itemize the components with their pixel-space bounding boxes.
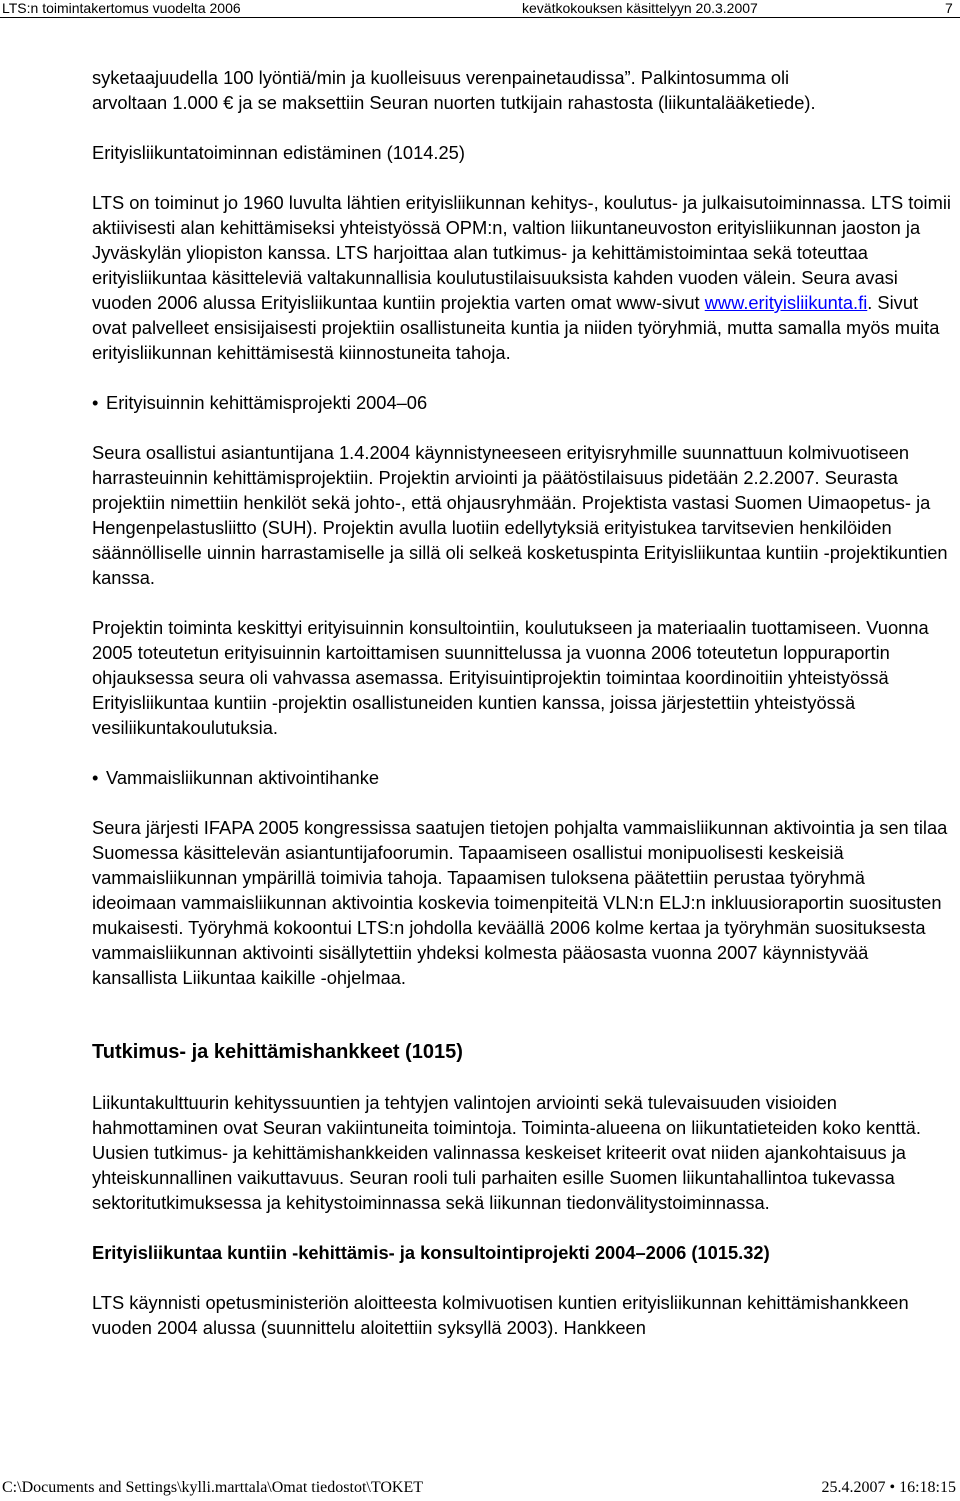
document-body <box>92 65 954 1340</box>
bullet-item-label: Vammaisliikunnan aktivointihanke <box>106 767 380 788</box>
paragraph-2 <box>92 190 954 365</box>
page-header <box>0 0 960 16</box>
bullet-item-vammaisliikunta <box>92 765 954 790</box>
section-heading-erityisliikunta: Erityisliikuntatoiminnan edistäminen (1014.25) <box>92 142 465 163</box>
paragraph-2-text-end: . Sivut ovat palvelleet ensisijaisesti projektiin osallistuneita kuntia ja niiden työryhmiä, mutta samalla myös muita erityisliikunnan kehittämisestä kiinnostuneita tahoja. <box>92 292 940 363</box>
bullet-item-label: Erityisuinnin kehittämisprojekti 2004–06 <box>106 392 428 413</box>
bullet-icon: • <box>92 392 99 413</box>
paragraph-7: LTS käynnisti opetusministeriön aloitteesta kolmivuotisen kuntien erityisliikunnan kehittämishankkeen vuoden 2004 alussa (suunnittelu aloitettiin syksyllä 2003). Hankkeen <box>92 1292 909 1338</box>
section-heading-tutkimus: Tutkimus- ja kehittämishankkeet (1015) <box>92 1041 463 1063</box>
print-timestamp: 25.4.2007 • 16:18:15 <box>821 1479 956 1496</box>
meeting-note: kevätkokouksen käsittelyyn 20.3.2007 <box>522 0 758 16</box>
section-heading-erityisliikuntaa-kuntiin: Erityisliikuntaa kuntiin -kehittämis- ja konsultointiprojekti 2004–2006 (1015.32) <box>92 1242 770 1263</box>
bullet-icon: • <box>92 767 99 788</box>
paragraph-5: Seura järjesti IFAPA 2005 kongressissa saatujen tietojen pohjalta vammaisliikunnan aktivointia ja sen tilaa Suomessa käsittelevän asiantuntijafoorumin. Tapaamiseen osallistui monipuolisesti keskeisiä vammaisliikunnan ympärillä toimivia tahoja. Tapaamisen tuloksena päätettiin perustaa työryhmä ideoimaan vammaisliikunnan aktivointia koskevia toimenpiteitä VLN:n ELJ:n inkluusioraportin suositusten mukaisesti. Työryhmä kokoontui LTS:n johdolla keväällä 2006 kolme kertaa ja työryhmän suosituksesta vammaisliikunnan aktivointi sisällytettiin yhdeksi kolmesta pääosasta vuonna 2007 käynnistyvää kansallista Liikuntaa kaikille -ohjelmaa. <box>92 817 948 988</box>
print-time: 16:18:15 <box>899 1479 956 1496</box>
paragraph-4: Projektin toiminta keskittyi erityisuinnin konsultointiin, koulutukseen ja materiaalin tuottamiseen. Vuonna 2005 toteutetun erityisuinnin kartoittamisen suunnittelussa ja vuonna 2006 toteutetun loppuraportin ohjauksessa seura oli vahvassa asemassa. Erityisuintiprojektin toimintaa koordinoitiin yhteistyössä Erityisliikuntaa kuntiin -projektin osallistuneiden kuntien kanssa, joissa järjestettiin yhteistyössä vesiliikuntakoulutuksia. <box>92 617 929 738</box>
paragraph-1-line-2: arvoltaan 1.000 € ja se maksettiin Seuran nuorten tutkijain rahastosta (liikuntalääketiede). <box>92 92 816 113</box>
bullet-item-erityisuinti <box>92 390 954 415</box>
page-number: 7 <box>945 0 953 16</box>
page-footer <box>0 1478 960 1498</box>
header-rule <box>0 17 960 18</box>
file-path: C:\Documents and Settings\kylli.marttala\Omat tiedostot\TOKET <box>2 1479 423 1496</box>
paragraph-1 <box>92 65 954 115</box>
print-date: 25.4.2007 <box>821 1479 886 1496</box>
erityisliikunta-link[interactable]: www.erityisliikunta.fi <box>704 292 868 313</box>
paragraph-1-line-1: syketaajuudella 100 lyöntiä/min ja kuolleisuus verenpainetaudissa”. Palkintosumma oli <box>92 67 790 88</box>
document-title: LTS:n toimintakertomus vuodelta 2006 <box>2 0 241 16</box>
paragraph-6: Liikuntakulttuurin kehityssuuntien ja tehtyjen valintojen arviointi sekä tulevaisuuden visioiden hahmottaminen ovat Seuran vakiintuneita toimintoja. Toiminta-alueena on liikuntatieteiden koko kenttä. Uusien tutkimus- ja kehittämishankkeiden valinnassa keskeiset kriteerit ovat niiden ajankohtaisuus ja yhteiskunnallinen vaikuttavuus. Seuran rooli tuli parhaiten esille Suomen liikuntahallintoa tukevassa sektoritutkimuksessa ja kehitystoiminnassa sekä liikunnan tiedonvälitystoiminnassa. <box>92 1092 921 1213</box>
paragraph-3: Seura osallistui asiantuntijana 1.4.2004 käynnistyneeseen erityisryhmille suunnattuun kolmivuotiseen harrasteuinnin kehittämisprojektiin. Projektin arviointi ja päätöstilaisuus pidetään 2.2.2007. Seurasta projektiin nimettiin henkilöt sekä johto-, että ohjausryhmään. Projektista vastasi Suomen Uimaopetus- ja Hengenpelastusliitto (SUH). Projektin avulla luotiin edellytyksiä erityistukea tarvitsevien henkilöiden säännölliselle uinnin harrastamiselle ja sillä oli selkeä kosketuspinta Erityisliikuntaa kuntiin -projektikuntien kanssa. <box>92 442 948 588</box>
paragraph-2-text: LTS on toiminut jo 1960 luvulta lähtien erityisliikunnan kehitys-, koulutus- ja julkaisutoiminnassa. LTS toimii aktiivisesti alan kehittämiseksi yhteistyössä OPM:n, valtion liikuntaneuvoston erityisliikunnan jaoston ja Jyväskylän yliopiston kanssa. LTS harjoittaa alan tutkimus- ja kehittämistoimintaa sekä toteuttaa erityisliikuntaa käsitteleviä valtakunnallisia koulutustilaisuuksista kahden vuoden välein. Seura avasi vuoden 2006 alussa Erityisliikuntaa kuntiin projektia varten omat www-sivut <box>92 192 951 313</box>
